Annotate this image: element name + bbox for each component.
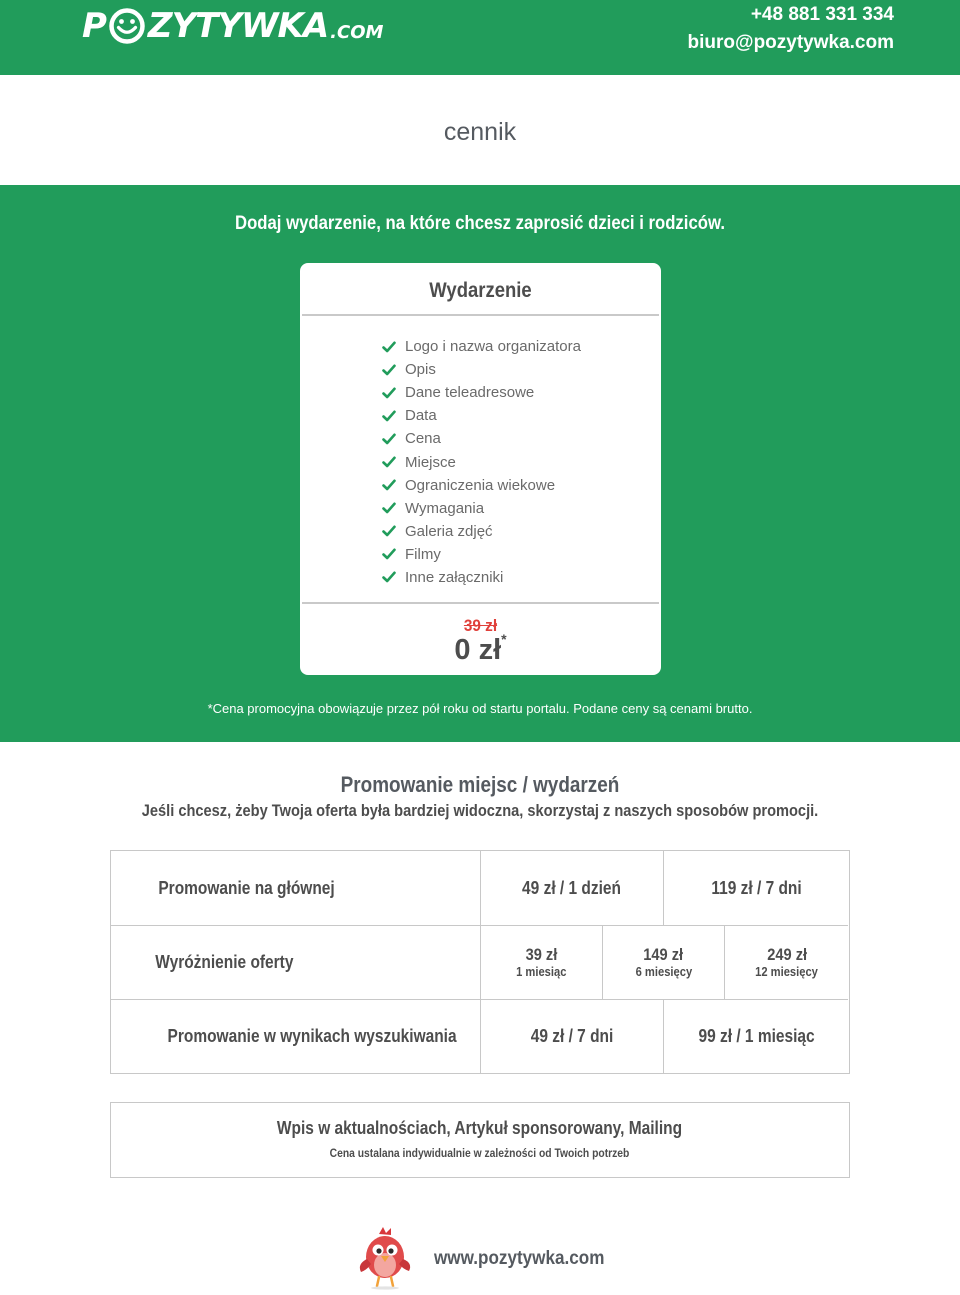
table-row-search-promo [111, 999, 848, 1073]
check-icon [382, 478, 396, 492]
feature-item [382, 381, 581, 404]
check-icon [382, 501, 396, 515]
feature-label: Galeria zdjęć [405, 522, 493, 540]
header-bar [0, 0, 960, 75]
card-divider-top [302, 314, 659, 316]
check-icon [382, 547, 396, 561]
footer-website-link[interactable]: www.pozytywka.com [434, 1248, 605, 1269]
table-row-home-promo [111, 851, 848, 925]
feature-label: Cena [405, 430, 441, 448]
check-icon [382, 455, 396, 469]
price-option: 249 zł 12 miesięcy [755, 945, 819, 979]
new-price [300, 631, 661, 667]
phone-link[interactable]: +48 881 331 334 [750, 4, 894, 25]
feature-label: Dane teleadresowe [405, 384, 535, 402]
check-icon [382, 409, 396, 423]
event-offer-section [0, 185, 960, 742]
logo-text-end: ZYTYWKA [147, 6, 329, 46]
price-option: 39 zł 1 miesiąc [481, 926, 603, 999]
feature-label: Logo i nazwa organizatora [405, 338, 581, 356]
feature-item [382, 358, 581, 381]
logo-suffix: .COM [330, 21, 384, 43]
feature-label: Filmy [405, 545, 441, 563]
table-row-highlight [111, 925, 848, 999]
custom-promotion-subtitle: Cena ustalana indywidualnie w zależności od Twoich potrzeb [329, 1146, 630, 1160]
old-price: 39 zł [463, 616, 498, 635]
custom-promotion-title: Wpis w aktualnościach, Artykuł sponsorowany, Mailing [276, 1118, 683, 1138]
check-icon [382, 432, 396, 446]
card-title: Wydarzenie [429, 279, 532, 302]
promotion-price-table [110, 850, 850, 1074]
price-option: 49 zł / 1 dzień [481, 851, 664, 925]
promo-price-note: *Cena promocyjna obowiązuje przez pół roku od startu portalu. Podane ceny są cenami brutto. [207, 701, 753, 716]
event-pricing-card [300, 263, 661, 675]
card-divider-bottom [302, 602, 659, 604]
pozytywka-logo[interactable] [82, 4, 383, 48]
feature-list [382, 335, 581, 589]
feature-label: Wymagania [405, 499, 485, 517]
check-icon [382, 570, 396, 584]
price-option: 119 zł / 7 dni [711, 877, 802, 898]
check-icon [382, 340, 396, 354]
price-option: 49 zł / 7 dni [481, 1000, 664, 1073]
row-label: Promowanie w wynikach wyszukiwania [111, 1000, 481, 1073]
feature-item [382, 497, 581, 520]
feature-label: Miejsce [405, 453, 456, 471]
row-label: Wyróżnienie oferty [111, 926, 481, 999]
offer-headline: Dodaj wydarzenie, na które chcesz zaprosić dzieci i rodziców. [235, 213, 725, 234]
feature-label: Ograniczenia wiekowe [405, 476, 556, 494]
logo-text-start: P [82, 6, 106, 46]
price-option: 149 zł 6 miesięcy [603, 926, 725, 999]
feature-item [382, 404, 581, 427]
check-icon [382, 386, 396, 400]
feature-item [382, 566, 581, 589]
feature-item [382, 335, 581, 358]
row-label: Promowanie na głównej [111, 851, 481, 925]
feature-item [382, 520, 581, 543]
promotion-title: Promowanie miejsc / wydarzeń [340, 772, 620, 797]
check-icon [382, 524, 396, 538]
promotion-subtitle: Jeśli chcesz, żeby Twoja oferta była bardziej widoczna, skorzystaj z naszych sposobów promocji. [141, 801, 819, 820]
feature-item [382, 543, 581, 566]
new-price-value: 0 zł [454, 634, 502, 666]
page-title: cennik [443, 118, 517, 146]
feature-label: Data [405, 407, 437, 425]
check-icon [382, 363, 396, 377]
feature-item [382, 474, 581, 497]
feature-item [382, 450, 581, 473]
custom-promotion-box [110, 1102, 850, 1178]
feature-label: Opis [405, 361, 436, 379]
feature-label: Inne załączniki [405, 568, 504, 586]
price-footnote-mark: * [501, 631, 507, 648]
smiley-icon [107, 6, 147, 46]
feature-item [382, 427, 581, 450]
price-option: 99 zł / 1 miesiąc [698, 1026, 815, 1046]
contact-info [688, 2, 894, 58]
email-link[interactable]: biuro@pozytywka.com [687, 32, 894, 53]
bird-mascot-icon [355, 1226, 415, 1290]
